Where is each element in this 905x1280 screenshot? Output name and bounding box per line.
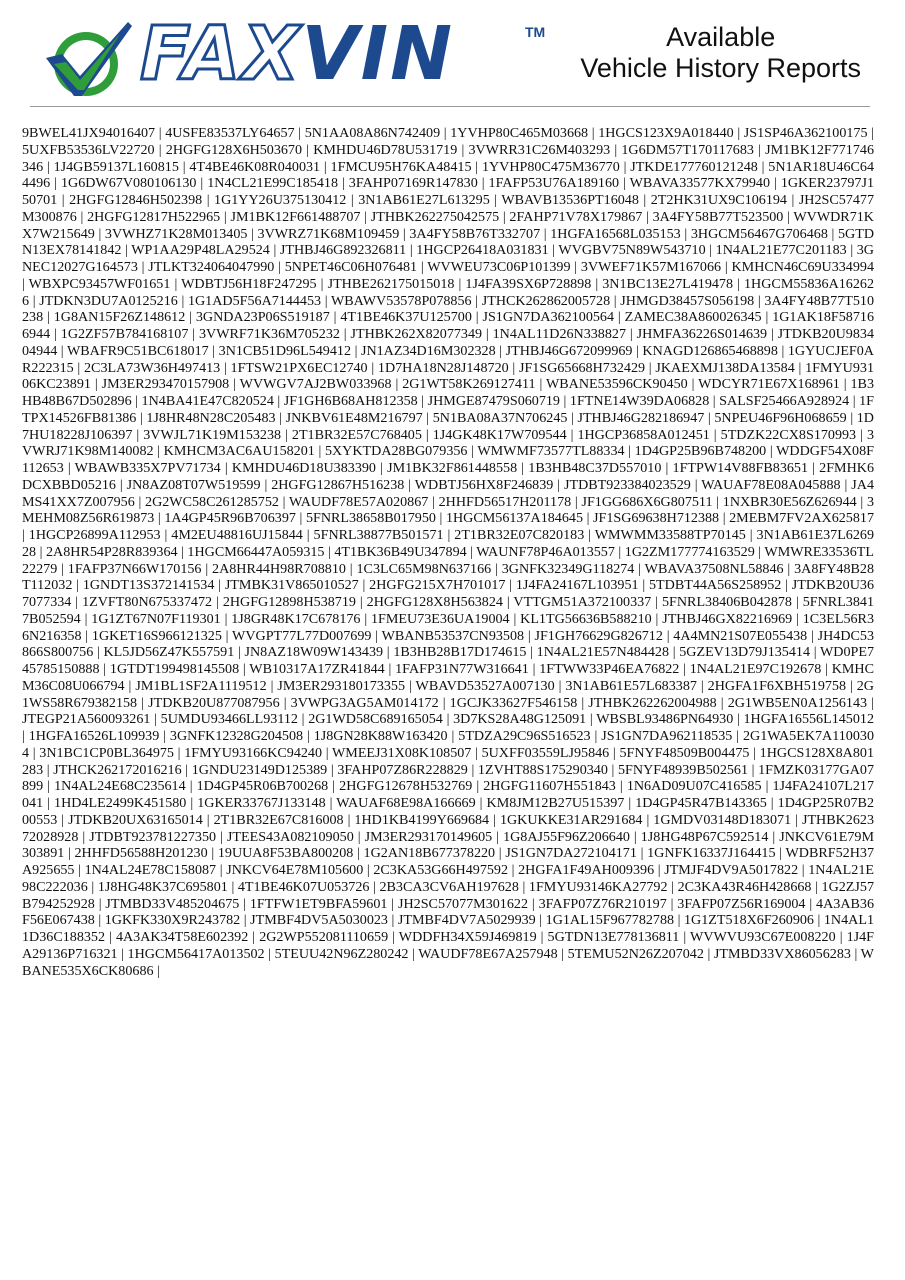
header-title-line2: Vehicle History Reports <box>580 53 861 83</box>
logo-text-vin: VIN <box>301 11 455 97</box>
header-title-line1: Available <box>666 22 776 52</box>
logo-wordmark <box>140 12 454 97</box>
trademark-mark: TM <box>525 24 546 40</box>
faxvin-logo[interactable] <box>40 11 560 103</box>
page-header <box>0 0 905 110</box>
vin-list: 9BWEL41JX94016407 | 4USFE83537LY64657 | 5N1AA08A86N742409 | 1YVHP80C465M03668 | 1HGCS123X9A018440 | JS1SP46A362100175 | 5UXFB53536LV22720 | 2HGFG128X6H503670 | KMHDU46D78U531719 | 3VWRR31C26M403293 | 1G6DM57T170117683 | JM1BK12F771746346 | 1J4GB59137L160815 | 4T4BE46K08R040031 | 1FMCU95H76KA48415 | 1YVHP80C475M36770 | JTKDE177760121248 | 5N1AR18U46C644496 | 1G6DW67V080106130 | 1N4CL21E99C185418 | 3FAHP07169R147830 | 1FAFP53U76A189160 | WBAVA33577KX79940 | 1GKER23797J150701 | 2HGFG12846H502398 | 1G1YY26U375130412 | 3N1AB61E27L613295 | WBAVB13536PT16048 | 2T2HK31UX9C106194 | JH2SC57477M300876 | 2HGFG12817H522965 | JM1BK12F661488707 | JTHBK262275042575 | 2FAHP71V78X179867 | 3A4FY58B77T523500 | WVWDR71KX7W215649 | 3VWHZ71K28M013405 | 3VWRZ71K68M109459 | 3A4FY58B76T332707 | 1HGFA16568L035153 | 3HGCM56467G706468 | 5GTDN13EX78141842 | WP1AA29P48LA29524 | JTHBJ46G892326811 | 1HGCP26418A031831 | WVGBV75N89W543710 | 1N4AL21E77C201183 | 3GNEC12027G164573 | JTLKT324064047990 | 5NPET46C06H076481 | WVWEU73C06P101399 | 3VWEF71K57M167066 | KMHCN46C69U334994 | WBXPC93457WF01651 | WDBTJ56H18F247295 | JTHBE262175015018 | 1J4FA39SX6P728898 | 3N1BC13E27L419478 | 1HGCM55836A162626 | JTDKN3DU7A0125216 | 1G1AD5F56A7144453 | WBAWV53578P078856 | JTHCK262862005728 | JHMGD38457S056198 | 3A4FY48B77T510238 | 1G8AN15F26Z148612 | 3GNDA23P06S519187 | 4T1BE46K37U125700 | JS1GN7DA362100564 | ZAMEC38A860026345 | 1G1AK18F587166944 | 1G2ZF57B784168107 | 3VWRF71K36M705232 | JTHBK262X82077349 | 1N4AL11D26N338827 | JHMFA36226S014639 | JTDKB20U983404944 | WBAFR9C51BC618017 | 3N1CB51D96L549412 | JN1AZ34D16M302328 | JTHBJ46G672099969 | KNAGD126865468898 | 1GYUCJEF0AR222315 | 2C3LA73W36H497413 | 1FTSW21PX6EC12740 | 1D7HA18N28J148720 | JF1SG65668H732429 | JKAEXMJ138DA13584 | 1FMYU93106KC23891 | JM3ER293470157908 | WVWGV7AJ2BW033968 | 2G1WT58K269127411 | WBANE53596CK90450 | WDCYR71E67X168961 | 1B3HB48B67D502896 | 1N4BA41E47C820524 | JF1GH6B68AH812358 | JHMGE87479S060719 | 1FTNE14W39DA06828 | SALSF25466A928924 | 1FTPX14526FB81386 | 1J8HR48N28C205483 | JNKBV61E48M216797 | 5N1BA08A37N706245 | JTHBJ46G282186947 | 5NPEU46F96H068659 | 1D7HU18228J106397 | 3VWJL71K19M153238 | 2T1BR32E57C768405 | 1J4GK48K17W709544 | 1HGCP36858A012451 | 5TDZK22CX8S170993 | 3VWRJ71K98M140082 | KMHCM3AC6AU158201 | 5XYKTDA28BG079356 | WMWMF73577TL88334 | 1D4GP25B96B748200 | WDDGF54X08F112653 | WBAWB335X7PV71734 | KMHDU46D18U383390 | JM1BK32F861448558 | 1B3HB48C37D557010 | 1FTPW14V88FB83651 | 2FMHK6DCXBBD05216 | JN8AZ08T07W519599 | 2HGFG12867H516238 | WDBTJ56HX8F246839 | JTDBT923384023529 | WAUAF78E08A045888 | JA4MS41XX7Z007956 | 2G2WC58C261285752 | WAUDF78E57A020867 | 2HHFD56517H201178 | JF1GG686X6G807511 | 1NXBR30E56Z626944 | 3MEHM08Z56R619873 | 1A4GP45R96B706397 | 5FNRL38658B017950 | 1HGCM56137A184645 | JF1SG69638H712388 | 2MEBM7FV2AX625817 | 1HGCP26899A112953 | 4M2EU48816UJ15844 | 5FNRL38877B501571 | 2T1BR32E07C820183 | WMWMM33588TP70145 | 3N1AB61E37L626928 | 2A8HR54P28R839364 | 1HGCM66447A059315 | 4T1BK36B49U347894 | WAUNF78P46A013557 | 1G2ZM177774163529 | WMWRE33536TL22279 | 1FAFP37N66W170156 | 2A8HR44H98R708810 | 1C3LC65M98N637166 | 3GNFK32349G118274 | WBAVA37508NL58846 | 3A8FY48B28T112032 | 1GNDT13S372141534 | JTMBK31V865010527 | 2HGFG215X7H701017 | 1J4FA24167L103951 | 5TDBT44A56S258952 | JTDKB20U367077334 | 1ZVFT80N675337472 | 2HGFG12898H538719 | 2HGFG128X8H563824 | VTTGM51A372100337 | 5FNRL38406B042878 | 5FNRL38417B052594 | 1G1ZT67N07F119301 | 1J8GR48K17C678176 | 1FMEU73E36UA19004 | KL1TG56636B588210 | JTHBJ46GX82216969 | 1C3EL56R36N216358 | 1GKET16S966121325 | WVGPT77L77D007699 | WBANB53537CN93508 | JF1GH76629G826712 | 4A4MN21S07E055438 | JH4DC53866S800756 | KL5JD56Z47K557591 | JN8AZ18W09W143439 | 1B3HB28B17D174615 | 1N4AL21E57N484428 | 5GZEV13D79J135414 | WD0PE745785150888 | 1GTDT199498145508 | WB10317A17ZR41844 | 1FAFP31N77W316641 | 1FTWW33P46EA76822 | 1N4AL21E97C192678 | KMHCM36C08U066794 | JM1BL1SF2A1119512 | JM3ER293180173355 | WBAVD53527A007130 | 3N1AB61E57L683387 | 2HGFA1F6XBH519758 | 2G1WS58R679382158 | JTDKB20U877087956 | 3VWPG3AG5AM014172 | 1GCJK33627F546158 | JTHBK262262004988 | 2G1WB5EN0A1256143 | JTEGP21A560093261 | 5UMDU93466LL93112 | 2G1WD58C689165054 | 3D7KS28A48G125091 | WBSBL93486PN64930 | 1HGFA16556L145012 | 1HGFA16526L109939 | 3GNFK12328G204508 | 1J8GN28K88W163420 | 5TDZA29C96S516523 | JS1GN7DA962118535 | 2G1WA5EK7A1100304 | 3N1BC1CP0BL364975 | 1FMYU93166KC94240 | WMEEJ31X08K108507 | 5UXFF03559LJ95846 | 5FNYF48509B004475 | 1HGCS128X8A801283 | JTHCK262172016216 | 1GNDU23149D125389 | 3FAHP07Z86R228829 | 1ZVHT88S175290340 | 5FNYF48939B502561 | 1FMZK03177GA07899 | 1N4AL24E68C235614 | 1D4GP45R06B700268 | 2HGFG12678H532769 | 2HGFG11607H551843 | 1N6AD09U07C416585 | 1J4FA24107L217041 | 1HD4LE2499K451580 | 1GKER33767J133148 | WAUAF68E98A166669 | KM8JM12B27U515397 | 1D4GP45R47B143365 | 1D4GP25R07B200553 | JTDKB20UX63165014 | 2T1BR32E67C816008 | 1HD1KB4199Y669684 | 1GKUKKE31AR291684 | 1GMDV03148D183071 | JTHBK262372028928 | JTDBT923781227350 | JTEES43A082109050 | JM3ER293170149605 | 1G8AJ55F96Z206640 | 1J8HG48P67C592514 | JNKCV61E79M303891 | 2HHFD56588H201230 | 19UUA8F53BA800208 | 1G2AN18B677378220 | JS1GN7DA272104171 | 1GNFK16337J164415 | WDBRF52H37A925655 | 1N4AL24E78C158087 | JNKCV64E78M105600 | 2C3KA53G66H497592 | 2HGFA1F49AH009396 | JTMJF4DV9A5017822 | 1N4AL21E98C222036 | 1J8HG48K37C695801 | 4T1BE46K07U053726 | 2B3CA3CV6AH197628 | 1FMYU93146KA27792 | 2C3KA43R46H428668 | 1G2ZJ57B794252928 | JTMBD33V485204675 | 1FTFW1ET9BFA59601 | JH2SC57077M301622 | 3FAFP07Z76R210197 | 3FAFP07Z56R169004 | 4A3AB36F56E067438 | 1GKFK330X9R243782 | JTMBF4DV5A5030023 | JTMBF4DV7A5029939 | 1G1AL15F967782788 | 1G1ZT518X6F260906 | 1N4AL11D36C188352 | 4A3AK34T58E602392 | 2G2WP552081110659 | WDDFH34X59J469819 | 5GTDN13E778136811 | WVWVU93C67E008220 | 1J4FA29136P716321 | 1HGCM56417A013502 | 5TEUU42N96Z280242 | WAUDF78E67A257948 | 5TEMU52N26Z207042 | JTMBD33VX86056283 | WBANE535X6CK80686 | <box>22 125 874 979</box>
logo-text-fax: FAX <box>140 11 302 97</box>
check-circle-icon <box>40 18 136 103</box>
header-divider <box>30 106 870 107</box>
header-title <box>580 22 861 84</box>
